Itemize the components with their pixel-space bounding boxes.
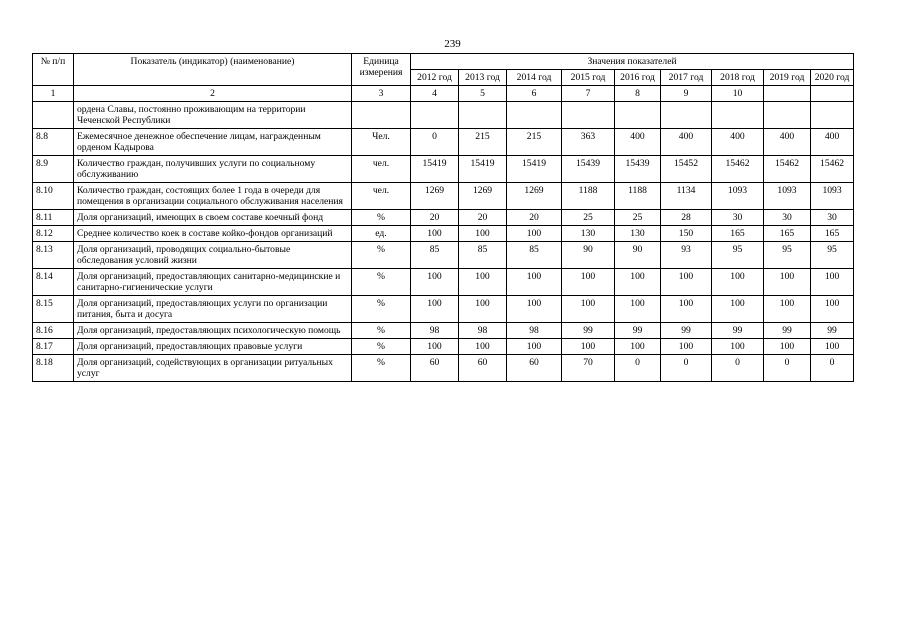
row-number: 8.14 [33,269,74,296]
row-number: 8.16 [33,323,74,339]
value-cell: 100 [661,269,712,296]
header-year: 2015 год [562,70,615,86]
value-cell: 1269 [507,183,562,210]
header-values-group: Значения показателей [411,54,854,70]
row-number: 8.9 [33,156,74,183]
header-unit: Единица измерения [352,54,411,86]
value-cell: 0 [811,355,854,382]
value-cell: 95 [764,242,811,269]
column-number: 5 [459,86,507,102]
header-year: 2017 год [661,70,712,86]
value-cell: 100 [411,269,459,296]
value-cell: 100 [507,269,562,296]
value-cell: 100 [459,296,507,323]
value-cell: 100 [811,339,854,355]
unit-cell: Чел. [352,129,411,156]
value-cell: 100 [661,339,712,355]
indicators-table [32,53,854,382]
value-cell: 60 [411,355,459,382]
value-cell: 30 [811,210,854,226]
table-row [33,226,854,242]
row-number: 8.12 [33,226,74,242]
value-cell: 0 [661,355,712,382]
column-number: 4 [411,86,459,102]
indicator-name: Среднее количество коек в составе койко-фондов организаций [74,226,352,242]
value-cell: 100 [615,296,661,323]
table-row [33,183,854,210]
value-cell: 70 [562,355,615,382]
table-row [33,339,854,355]
value-cell: 100 [507,296,562,323]
value-cell: 15439 [615,156,661,183]
unit-cell: % [352,323,411,339]
header-year: 2019 год [764,70,811,86]
value-cell: 130 [562,226,615,242]
header-year: 2018 год [712,70,764,86]
column-number: 6 [507,86,562,102]
header-no: № п/п [33,54,74,86]
unit-cell: % [352,242,411,269]
value-cell: 100 [712,339,764,355]
row-number: 8.10 [33,183,74,210]
value-cell: 100 [764,269,811,296]
value-cell: 100 [764,339,811,355]
value-cell: 60 [507,355,562,382]
column-number: 10 [712,86,764,102]
value-cell: 100 [411,226,459,242]
value-cell: 165 [811,226,854,242]
unit-cell: чел. [352,156,411,183]
value-cell: 215 [507,129,562,156]
value-cell: 1093 [811,183,854,210]
indicator-name: Доля организаций, предоставляющих правовые услуги [74,339,352,355]
header-indicator: Показатель (индикатор) (наименование) [74,54,352,86]
value-cell: 98 [459,323,507,339]
value-cell: 15419 [459,156,507,183]
value-cell: 90 [562,242,615,269]
value-cell: 60 [459,355,507,382]
unit-cell: чел. [352,183,411,210]
header-year: 2012 год [411,70,459,86]
value-cell: 100 [811,296,854,323]
column-number: 9 [661,86,712,102]
value-cell: 20 [507,210,562,226]
value-cell: 25 [615,210,661,226]
table-row [33,323,854,339]
indicator-name: Доля организаций, имеющих в своем составе коечный фонд [74,210,352,226]
value-cell: 99 [562,323,615,339]
column-number: 1 [33,86,74,102]
value-cell: 30 [764,210,811,226]
value-cell: 100 [615,339,661,355]
value-cell: 150 [661,226,712,242]
value-cell: 100 [459,226,507,242]
row-number: 8.15 [33,296,74,323]
unit-cell: % [352,339,411,355]
value-cell: 100 [411,296,459,323]
value-cell: 99 [712,323,764,339]
value-cell: 99 [811,323,854,339]
value-cell: 1269 [411,183,459,210]
unit-cell: % [352,269,411,296]
column-numbers-row [33,86,854,102]
indicator-name: Доля организаций, предоставляющих санитарно-медицинские и санитарно-гигиенические услуги [74,269,352,296]
value-cell: 100 [411,339,459,355]
indicator-name: Ежемесячное денежное обеспечение лицам, награжденным орденом Кадырова [74,129,352,156]
unit-cell: % [352,296,411,323]
value-cell: 100 [459,269,507,296]
row-number: 8.11 [33,210,74,226]
value-cell: 130 [615,226,661,242]
column-number [811,86,854,102]
value-cell: 95 [811,242,854,269]
value-cell: 15462 [811,156,854,183]
value-cell: 15452 [661,156,712,183]
value-cell: 0 [411,129,459,156]
unit-cell: ед. [352,226,411,242]
value-cell: 165 [764,226,811,242]
row-number: 8.8 [33,129,74,156]
value-cell: 1093 [712,183,764,210]
value-cell: 25 [562,210,615,226]
value-cell: 90 [615,242,661,269]
value-cell: 400 [615,129,661,156]
value-cell: 100 [459,339,507,355]
header-year: 2013 год [459,70,507,86]
table-row [33,210,854,226]
continuation-text: ордена Славы, постоянно проживающим на территории Чеченской Республики [74,102,352,129]
row-number: 8.13 [33,242,74,269]
value-cell: 15462 [712,156,764,183]
indicator-name: Доля организаций, предоставляющих психологическую помощь [74,323,352,339]
value-cell: 28 [661,210,712,226]
value-cell: 100 [507,339,562,355]
indicator-name: Количество граждан, состоящих более 1 года в очереди для помещения в организации социального обслуживания населения [74,183,352,210]
column-number [764,86,811,102]
value-cell: 363 [562,129,615,156]
table-row [33,156,854,183]
column-number: 8 [615,86,661,102]
unit-cell: % [352,210,411,226]
value-cell: 1188 [615,183,661,210]
page-number: 239 [444,38,461,50]
indicator-name: Доля организаций, предоставляющих услуги по организации питания, быта и досуга [74,296,352,323]
value-cell: 100 [507,226,562,242]
continuation-row [33,102,854,129]
value-cell: 85 [411,242,459,269]
table-row [33,129,854,156]
row-number: 8.18 [33,355,74,382]
column-number: 3 [352,86,411,102]
value-cell: 100 [764,296,811,323]
value-cell: 85 [507,242,562,269]
value-cell: 400 [764,129,811,156]
value-cell: 15462 [764,156,811,183]
value-cell: 100 [562,339,615,355]
value-cell: 165 [712,226,764,242]
value-cell: 100 [661,296,712,323]
table-row [33,296,854,323]
value-cell: 95 [712,242,764,269]
value-cell: 0 [615,355,661,382]
indicator-name: Доля организаций, содействующих в организации ритуальных услуг [74,355,352,382]
value-cell: 1134 [661,183,712,210]
value-cell: 99 [661,323,712,339]
value-cell: 15439 [562,156,615,183]
value-cell: 0 [712,355,764,382]
indicator-name: Доля организаций, проводящих социально-бытовые обследования условий жизни [74,242,352,269]
value-cell: 20 [411,210,459,226]
header-year: 2016 год [615,70,661,86]
value-cell: 400 [712,129,764,156]
table-row [33,242,854,269]
value-cell: 93 [661,242,712,269]
column-number: 7 [562,86,615,102]
value-cell: 100 [712,296,764,323]
value-cell: 100 [712,269,764,296]
value-cell: 215 [459,129,507,156]
indicator-name: Количество граждан, получивших услуги по социальному обслуживанию [74,156,352,183]
value-cell: 98 [411,323,459,339]
value-cell: 0 [764,355,811,382]
value-cell: 1269 [459,183,507,210]
value-cell: 85 [459,242,507,269]
value-cell: 1188 [562,183,615,210]
value-cell: 400 [661,129,712,156]
value-cell: 99 [615,323,661,339]
value-cell: 99 [764,323,811,339]
value-cell: 100 [562,296,615,323]
column-number: 2 [74,86,352,102]
value-cell: 100 [562,269,615,296]
value-cell: 98 [507,323,562,339]
value-cell: 15419 [507,156,562,183]
row-number: 8.17 [33,339,74,355]
value-cell: 100 [811,269,854,296]
header-row [33,54,854,70]
value-cell: 15419 [411,156,459,183]
table-row [33,355,854,382]
table-row [33,269,854,296]
value-cell: 30 [712,210,764,226]
value-cell: 20 [459,210,507,226]
unit-cell: % [352,355,411,382]
value-cell: 1093 [764,183,811,210]
value-cell: 100 [615,269,661,296]
header-year: 2020 год [811,70,854,86]
header-year: 2014 год [507,70,562,86]
value-cell: 400 [811,129,854,156]
